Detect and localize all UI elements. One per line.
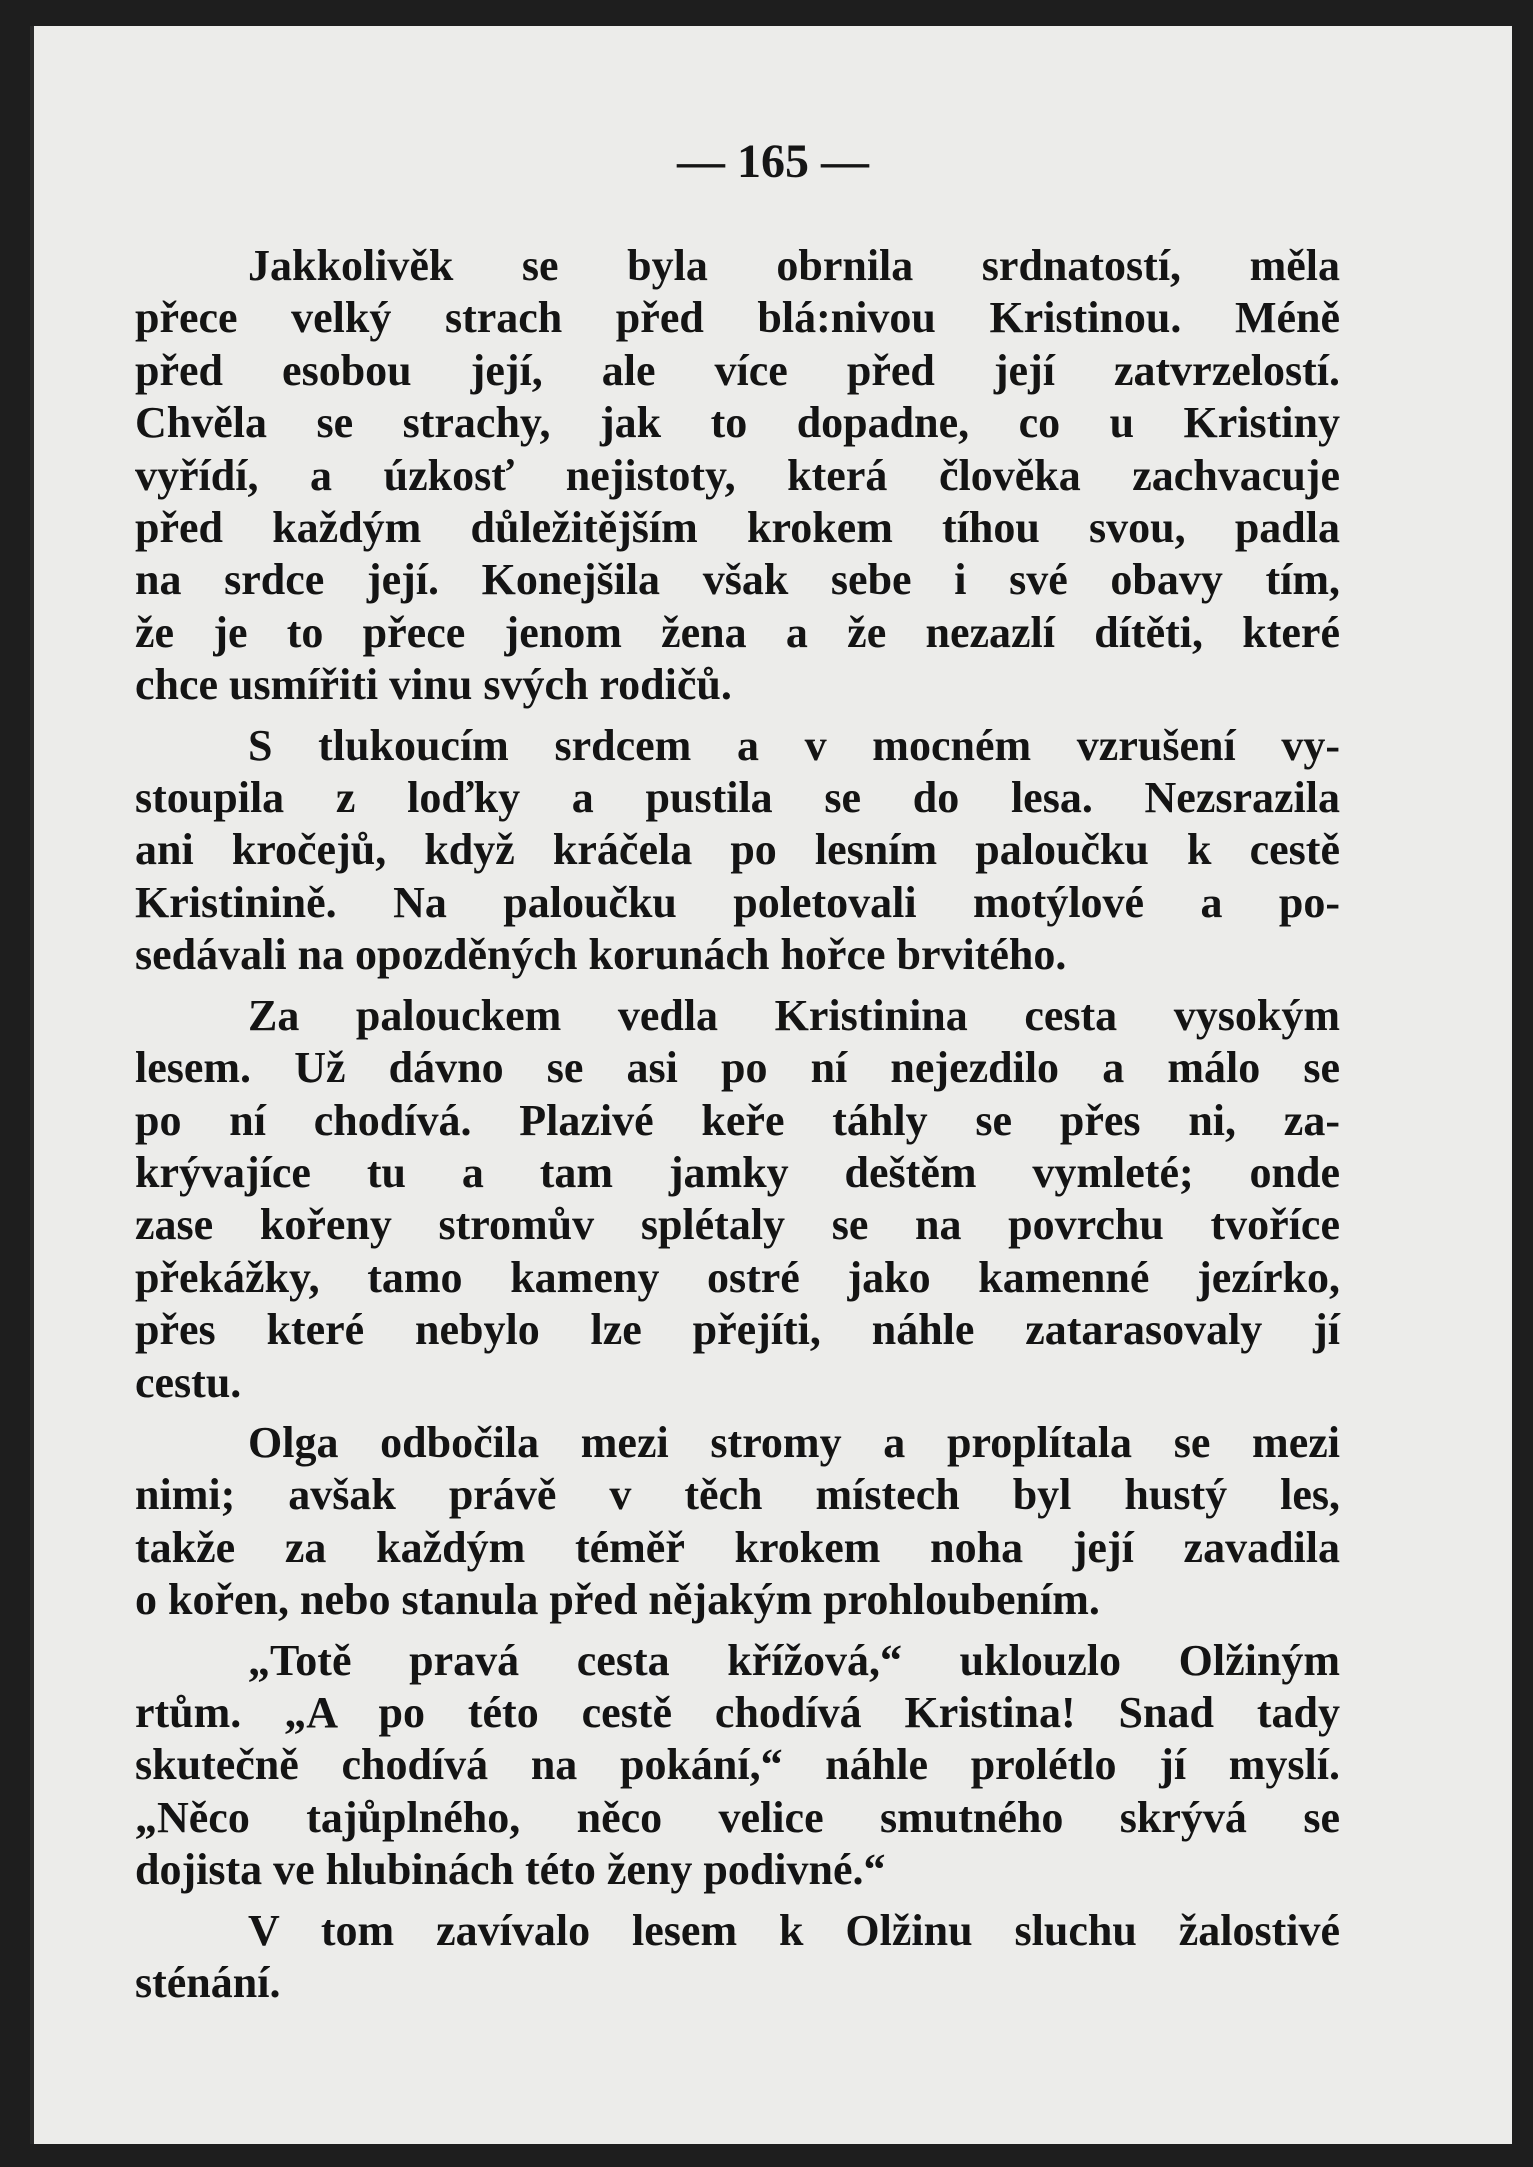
text-line: „Totě pravá cesta křížová,“ uklouzlo Olžiným	[248, 1635, 1340, 1685]
text-line: dojista ve hlubinách této ženy podivné.“	[135, 1845, 886, 1895]
text-line: krývajíce tu a tam jamky deštěm vymleté; onde	[135, 1147, 1340, 1197]
text-line: Olga odbočila mezi stromy a proplítala se mezi	[248, 1417, 1340, 1467]
text-line: Chvěla se strachy, jak to dopadne, co u Kristiny	[135, 398, 1340, 448]
text-line: zase kořeny stromův splétaly se na povrchu tvoříce	[135, 1200, 1340, 1250]
text-line: překážky, tamo kameny ostré jako kamenné jezírko,	[135, 1252, 1340, 1302]
text-line: přece velký strach před blá:nivou Kristinou. Méně	[135, 293, 1340, 343]
page-number: — 165 —	[677, 135, 869, 188]
text-line: takže za každým téměř krokem noha její zavadila	[135, 1522, 1340, 1572]
text-line: na srdce její. Konejšila však sebe i své obavy tím,	[135, 555, 1340, 605]
text-line: S tlukoucím srdcem a v mocném vzrušení vy-	[248, 720, 1340, 770]
text-line: ani kročejů, když kráčela po lesním paloučku k cestě	[135, 825, 1340, 875]
text-line: vyřídí, a úzkosť nejistoty, která člověka zachvacuje	[135, 450, 1340, 500]
text-line: V tom zavívalo lesem k Olžinu sluchu žalostivé	[248, 1905, 1340, 1955]
body-text	[135, 240, 1340, 2017]
paragraph	[135, 720, 1340, 982]
book-page	[30, 26, 1512, 2144]
text-line: přes které nebylo lze přejíti, náhle zatarasovaly jí	[135, 1305, 1340, 1355]
text-line: rtům. „A po této cestě chodívá Kristina! Snad tady	[135, 1687, 1340, 1737]
text-line: chce usmířiti vinu svých rodičů.	[135, 660, 732, 710]
text-line: cestu.	[135, 1357, 242, 1407]
text-line: nimi; avšak právě v těch místech byl hustý les,	[135, 1470, 1340, 1520]
text-line: před esobou její, ale více před její zatvrzelostí.	[135, 345, 1340, 395]
text-line: o kořen, nebo stanula před nějakým prohloubením.	[135, 1575, 1100, 1625]
text-line: Jakkolivěk se byla obrnila srdnatostí, měla	[248, 241, 1340, 290]
text-line: skutečně chodívá na pokání,“ náhle prolétlo jí myslí.	[135, 1740, 1340, 1790]
text-line: že je to přece jenom žena a že nezazlí dítěti, které	[135, 607, 1340, 657]
text-line: sténání.	[135, 1958, 281, 2007]
paragraph	[135, 1635, 1340, 1897]
text-line: lesem. Už dávno se asi po ní nejezdilo a málo se	[135, 1043, 1340, 1093]
text-line: po ní chodívá. Plazivé keře táhly se přes ni, za-	[135, 1095, 1340, 1145]
text-line: před každým důležitějším krokem tíhou svou, padla	[135, 503, 1340, 553]
paragraph	[135, 240, 1340, 712]
paragraph	[135, 1905, 1340, 2010]
text-line: Za palouckem vedla Kristinina cesta vysokým	[248, 990, 1340, 1040]
paragraph	[135, 990, 1340, 1409]
text-line: stoupila z loďky a pustila se do lesa. Nezsrazila	[135, 773, 1340, 823]
paragraph	[135, 1417, 1340, 1627]
text-line: Kristinině. Na paloučku poletovali motýlové a po-	[135, 877, 1340, 927]
text-line: sedávali na opozděných korunách hořce brvitého.	[135, 930, 1067, 980]
text-line: „Něco tajůplného, něco velice smutného skrývá se	[135, 1792, 1340, 1842]
